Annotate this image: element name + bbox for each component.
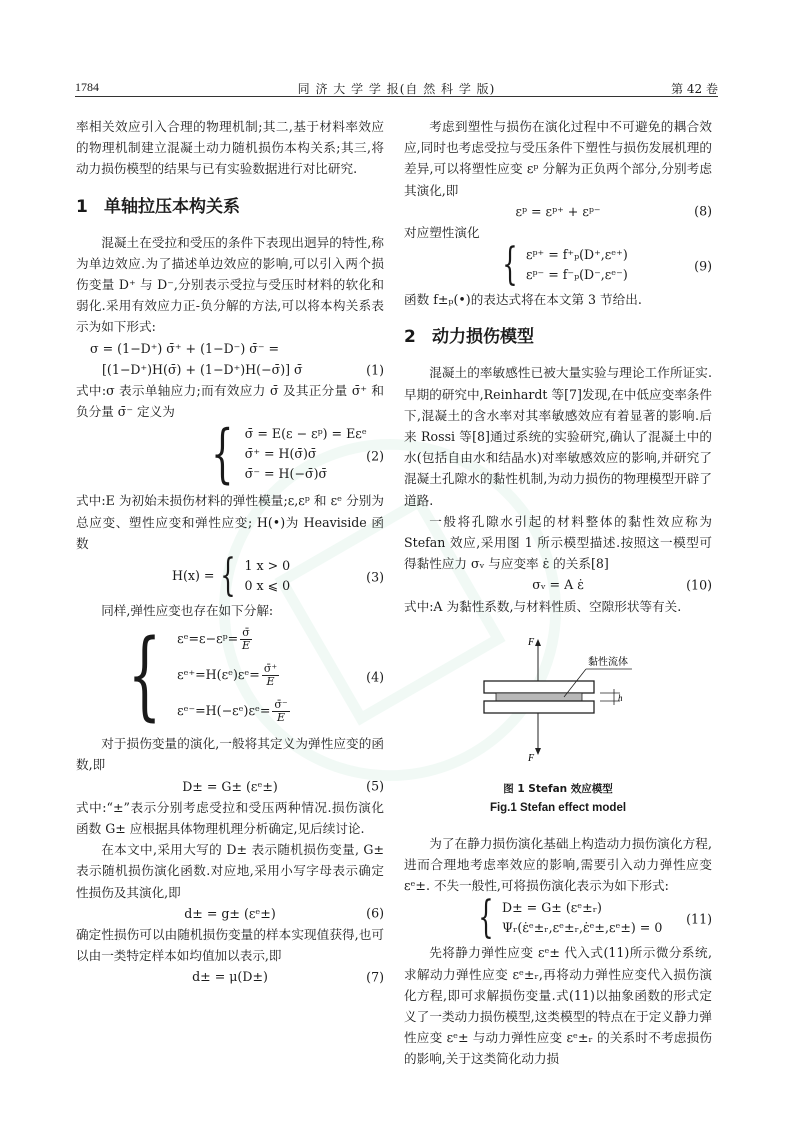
equation-2 — [76, 417, 384, 492]
journal-title: 同 济 大 学 学 报(自 然 科 学 版) — [297, 82, 496, 96]
paragraph: 为了在静力损伤演化基础上构造动力损伤演化方程,进而合理地考虑率效应的影响,需要引入动力弹性应变 εᵉ±. 不失一般性,可将损伤演化表示为如下形式: — [404, 835, 712, 894]
equation-6 — [76, 903, 384, 924]
equation-3 — [76, 550, 384, 602]
equation-row: εᵖ⁺ = f⁺ₚ(D⁺,εᵉ⁺) — [526, 247, 628, 263]
equation-line: [(1−D⁺)H(σ̄) + (1−D⁺)H(−σ̄)] σ̄ — [102, 361, 303, 377]
equation-row: D± = G± (εᵉ±ᵣ) — [502, 900, 602, 916]
paragraph: 在本文中,采用大写的 D± 表示随机损伤变量, G± 表示随机损伤演化函数.对应地,采用小写字母表示确定性损伤及其演化,即 — [76, 842, 384, 900]
fraction-numerator: σ̄⁻ — [274, 698, 288, 712]
arrow-head-icon — [535, 639, 541, 646]
force-label-bottom: F — [528, 752, 535, 764]
equation-number: (9) — [694, 258, 712, 274]
paragraph: 式中:“±”表示分别考虑受拉和受压两种情况.损伤演化函数 G± 应根据具体物理机理分析确定,见后续讨论. — [76, 799, 384, 837]
paragraph: 率相关效应引入合理的物理机制;其二,基于材料率效应的物理机制建立混凝土动力随机损伤本构关系;其三,将动力损伤模型的结果与已有实验数据进行对比研究. — [76, 119, 384, 177]
equation-row: σ̄⁺ = H(σ̄)σ̄ — [244, 446, 317, 462]
equation-number: (11) — [686, 911, 712, 927]
fraction-denominator: E — [241, 639, 250, 653]
equation-row: σ̄⁻ = H(−σ̄)σ̄ — [244, 466, 328, 482]
arrow-head-icon — [535, 748, 541, 755]
equation-lhs: H(x) = — [172, 568, 215, 584]
paragraph: 同样,弹性应变也存在如下分解: — [101, 603, 274, 619]
top-plate — [484, 681, 594, 693]
equation-5 — [76, 776, 384, 797]
section-number: 2 — [404, 327, 416, 348]
equation-line: σ = (1−D⁺) σ̄⁺ + (1−D⁻) σ̄⁻ = — [90, 340, 280, 356]
paragraph: 式中:σ 表示单轴应力;而有效应力 σ̄ 及其正分量 σ̄⁺ 和负分量 σ̄⁻ 定义为 — [76, 383, 384, 420]
equation-number: (5) — [366, 778, 384, 794]
paragraph: 确定性损伤可以由随机损伤变量的样本实现值获得,也可以由一类特定样本如均值加以表示,即 — [76, 927, 384, 964]
equation-row: σ̄ = E(ε − εᵖ) = Eεᵉ — [244, 426, 367, 442]
paragraph: 先将静力弹性应变 εᵉ± 代入式(11)所示微分系统,求解动力弹性应变 εᵉ±ᵣ,再将动力弹性应变代入损伤演化方程,即可求解损伤变量.式(11)以抽象函数的形式定义了一类动力损伤模型,这类模型的特点在于定义静力弹性应变 εᵉ± 与动力弹性应变 εᵉ±ᵣ 的关系时不考虑损伤的影响,关于这类简化动力损 — [404, 945, 712, 1067]
paragraph: 一般将孔隙水引起的材料整体的黏性效应称为 Stefan 效应,采用图 1 所示模型描述.按照这一模型可得黏性应力 σᵥ 与应变率 ε̇ 的关系[8] — [404, 513, 712, 572]
left-column — [76, 116, 384, 988]
paragraph: 对应塑性演化 — [404, 225, 480, 241]
equation-number: (7) — [366, 969, 384, 985]
paragraph: 混凝土的率敏感性已被大量实验与理论工作所证实.早期的研究中,Reinhardt 等[7]发现,在中低应变率条件下,混凝土的含水率对其率敏感效应有着显著的影响.后来 Rossi 等[8]通过系统的实验研究,确认了混凝土中的水(包括自由水和结晶水)对率敏感效应的影响,并研究了混凝土孔隙水的黏性机制,为动力损伤的物理模型开辟了道路. — [404, 365, 712, 508]
paragraph: 式中:A 为黏性系数,与材料性质、空隙形状等有关. — [404, 598, 682, 614]
equation-number: (4) — [366, 669, 384, 685]
gap-label: h — [618, 692, 623, 703]
equation-row: εᵖ⁻ = f⁻ₚ(D⁻,εᵉ⁻) — [526, 267, 628, 283]
stefan-model-diagram — [404, 629, 712, 779]
running-header — [75, 80, 718, 97]
page-number: 1784 — [75, 80, 99, 94]
bottom-plate — [484, 701, 594, 713]
viscous-fluid — [496, 693, 582, 701]
paragraph: 对于损伤变量的演化,一般将其定义为弹性应变的函数,即 — [76, 736, 384, 773]
equation-11 — [404, 892, 712, 944]
volume-label: 第 42 卷 — [671, 82, 718, 96]
equation-row: Ψᵣ(ε̇ᵉ±ᵣ,εᵉ±ᵣ,ε̇ᵉ±,εᵉ±) = 0 — [502, 920, 663, 936]
equation-body: εᵖ = εᵖ⁺ + εᵖ⁻ — [515, 203, 601, 219]
fraction-numerator: σ̄⁺ — [263, 662, 278, 676]
fraction-denominator: E — [266, 675, 275, 689]
section-heading — [76, 194, 384, 220]
fluid-label: 黏性流体 — [588, 656, 628, 668]
equation-number: (1) — [366, 362, 384, 378]
figure-stefan-model — [404, 629, 712, 779]
equation-row: 0 x ⩽ 0 — [244, 578, 291, 594]
equation-7 — [76, 966, 384, 987]
equation-number: (2) — [366, 448, 384, 464]
force-label-top: F — [528, 636, 535, 648]
equation-row: εᵉ⁻=H(−εᵉ)εᵉ= — [177, 703, 271, 719]
equation-1 — [76, 338, 384, 380]
right-column — [404, 116, 712, 1070]
fraction-numerator: σ̄ — [242, 626, 250, 640]
equation-9 — [404, 239, 712, 291]
paragraph: 混凝土在受拉和受压的条件下表现出迥异的特性,称为单边效应.为了描述单边效应的影响,可以引入两个损伤变量 D⁺ 与 D⁻,分别表示受拉与受压时材料的软化和弱化.采用有效应力正-负分解的方法,可以将本构关系表示为如下形式: — [76, 234, 384, 335]
paragraph: 考虑到塑性与损伤在演化过程中不可避免的耦合效应,同时也考虑受拉与受压条件下塑性与损伤发展机理的差异,可以将塑性应变 εᵖ 分解为正负两个部分,分别考虑其演化,即 — [404, 119, 712, 198]
figure-caption-cn: 图 1 Stefan 效应模型 — [503, 782, 613, 795]
equation-row: εᵉ⁺=H(εᵉ)εᵉ= — [177, 667, 260, 683]
section-title: 动力损伤模型 — [432, 327, 534, 348]
paragraph: 函数 f±ₚ(•)的表达式将在本文第 3 节给出. — [404, 292, 642, 308]
equation-body: d± = g± (εᵉ±) — [184, 905, 276, 921]
brace: { — [478, 892, 494, 944]
equation-10 — [404, 574, 712, 595]
equation-row: 1 x > 0 — [244, 558, 291, 574]
brace: { — [220, 550, 237, 602]
equation-body: D± = G± (εᵉ±) — [182, 778, 278, 794]
equation-body: d± = μ(D±) — [192, 969, 268, 985]
equation-row: εᵉ=ε−εᵖ= — [177, 631, 239, 647]
section-title: 单轴拉压本构关系 — [104, 196, 240, 217]
equation-4 — [76, 621, 384, 733]
equation-body: σᵥ = A ε̇ — [532, 577, 584, 593]
section-heading — [404, 324, 712, 350]
paragraph: 式中:E 为初始未损伤材料的弹性模量;ε,εᵖ 和 εᵉ 分别为总应变、塑性应变和弹性应变; H(•)为 Heaviside 函数 — [76, 493, 384, 551]
equation-8 — [404, 201, 712, 222]
equation-number: (8) — [694, 203, 712, 219]
equation-number: (6) — [366, 905, 384, 921]
section-number: 1 — [76, 196, 88, 217]
figure-caption-en: Fig.1 Stefan effect model — [489, 801, 627, 814]
brace: { — [502, 239, 518, 291]
fraction-denominator: E — [277, 711, 286, 725]
equation-number: (3) — [366, 569, 384, 585]
brace: { — [211, 417, 234, 492]
brace: { — [127, 619, 162, 732]
equation-number: (10) — [686, 577, 712, 593]
